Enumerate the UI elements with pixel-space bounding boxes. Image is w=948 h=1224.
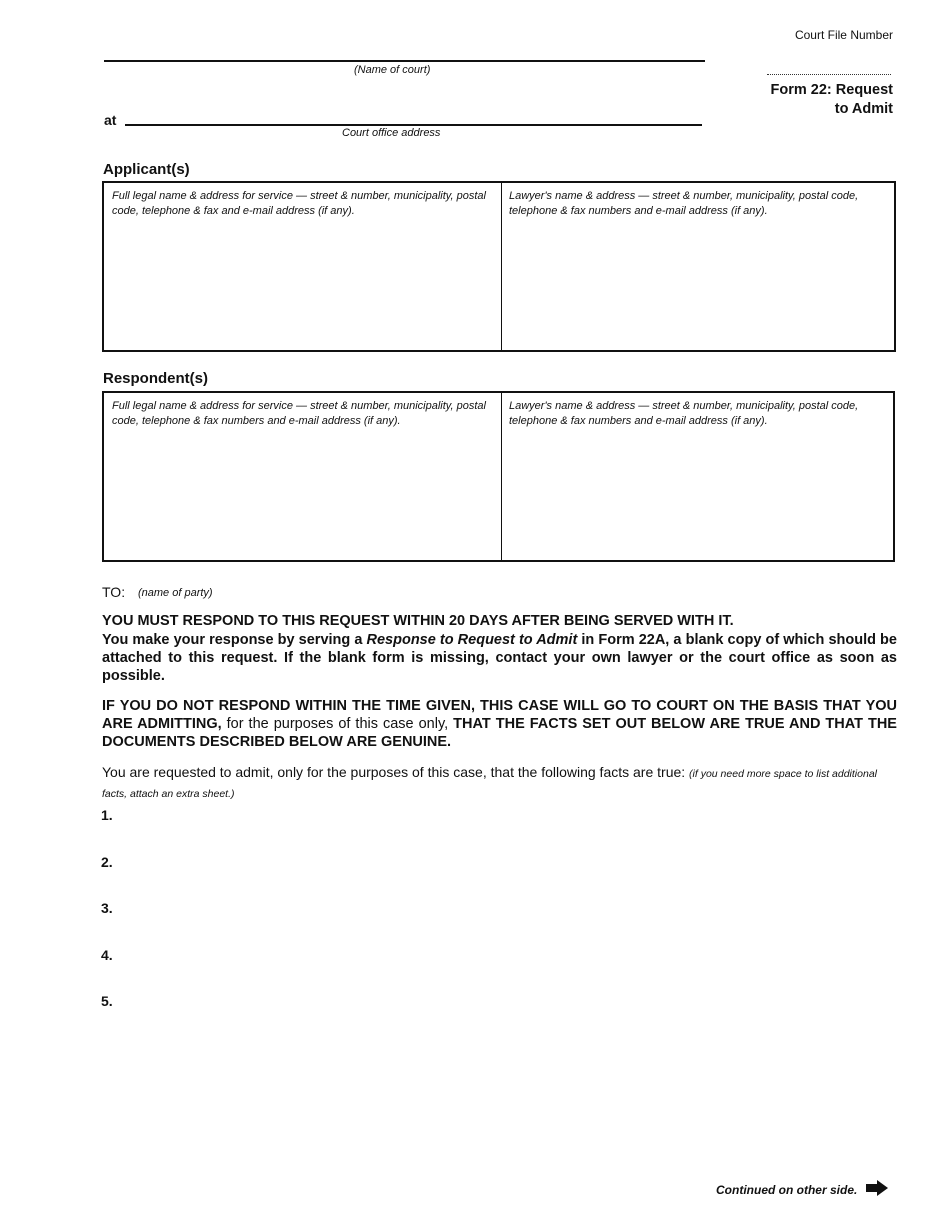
fact-number: 2. (101, 854, 113, 870)
warning-notice (102, 697, 897, 751)
applicants-box (102, 181, 896, 352)
applicant-party-cell (104, 183, 502, 350)
respondent-lawyer-hint: Lawyer's name & address — street & number, municipality, postal code, telephone & fax numbers and e-mail address (if any). (509, 400, 859, 427)
respondent-party-cell (104, 393, 502, 560)
applicant-lawyer-hint: Lawyer's name & address — street & number, municipality, postal code, telephone & fax numbers and e-mail address (if any). (509, 190, 859, 217)
applicant-lawyer-field[interactable] (509, 223, 886, 342)
court-file-number-label: Court File Number (794, 28, 893, 42)
fact-number: 4. (101, 947, 113, 963)
applicant-party-hint: Full legal name & address for service — street & number, municipality, postal code, telephone & fax and e-mail address (if any). (112, 190, 486, 217)
respondent-party-field[interactable] (112, 433, 493, 552)
fact-field[interactable] (126, 991, 890, 1013)
fact-number: 1. (101, 807, 113, 823)
fact-number: 5. (101, 993, 113, 1009)
fact-field[interactable] (126, 852, 890, 874)
to-caption: (name of party) (138, 587, 213, 599)
warning-pre: IF YOU DO NOT RESPOND WITHIN THE TIME GIVEN, THIS CASE WILL GO TO COURT ON THE BASIS THAT YOU ARE ADMITTING, (102, 698, 897, 732)
court-office-address-line (125, 124, 702, 126)
to-label: TO: (102, 584, 126, 600)
response-instructions (102, 631, 897, 685)
response-form-name: Response to Request to Admit (366, 632, 578, 648)
form-title-line1: Form 22: Request (770, 82, 893, 98)
applicant-lawyer-cell (501, 183, 894, 350)
form-title-line2: to Admit (834, 101, 893, 117)
name-of-court-caption: (Name of court) (354, 64, 431, 76)
respondent-party-hint: Full legal name & address for service — street & number, municipality, postal code, telephone & fax numbers and e-mail address (if any). (112, 400, 486, 427)
right-arrow-icon (865, 1179, 889, 1197)
response-post: in Form 22A, a blank copy of which should be attached to this request. If the blank form is missing, contact your own lawyer or the court office as soon as possible. (102, 632, 897, 684)
court-office-address-caption: Court office address (342, 127, 441, 139)
warning-mid: for the purposes of this case only, (226, 716, 449, 732)
to-name-field[interactable] (230, 584, 734, 604)
facts-intro-note: (if you need more space to list additional facts, attach an extra sheet.) (102, 768, 877, 800)
respondents-box (102, 391, 895, 562)
form-title (771, 81, 893, 119)
facts-intro (102, 763, 898, 803)
at-label: at (104, 112, 117, 128)
respondents-heading: Respondent(s) (103, 370, 208, 387)
fact-field[interactable] (126, 805, 890, 827)
name-of-court-line (104, 60, 705, 62)
facts-intro-text: You are requested to admit, only for the purposes of this case, that the following facts are true: (102, 764, 686, 780)
court-office-address-field[interactable] (128, 104, 704, 124)
court-file-number-field[interactable] (767, 56, 895, 74)
continued-note: Continued on other side. (716, 1183, 858, 1197)
respondent-lawyer-cell (501, 393, 893, 560)
warning-post: THAT THE FACTS SET OUT BELOW ARE TRUE AND THAT THE DOCUMENTS DESCRIBED BELOW ARE GENUINE. (102, 716, 897, 750)
name-of-court-field[interactable] (106, 40, 706, 60)
deadline-notice: YOU MUST RESPOND TO THIS REQUEST WITHIN 20 DAYS AFTER BEING SERVED WITH IT. (102, 613, 734, 629)
fact-field[interactable] (126, 898, 890, 920)
applicant-party-field[interactable] (112, 223, 493, 342)
court-file-number-dotted-line (767, 74, 891, 75)
fact-field[interactable] (126, 945, 890, 967)
applicants-heading: Applicant(s) (103, 161, 190, 178)
respondent-lawyer-field[interactable] (509, 433, 885, 552)
response-pre: You make your response by serving a (102, 632, 367, 648)
fact-number: 3. (101, 900, 113, 916)
